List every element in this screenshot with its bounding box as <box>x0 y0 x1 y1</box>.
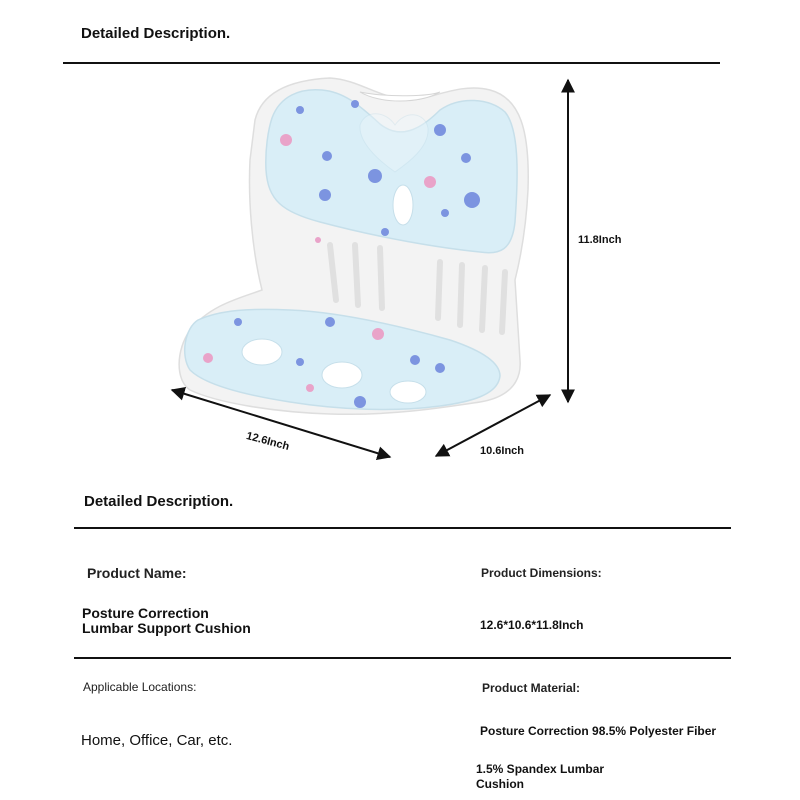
dimensions-value: 12.6*10.6*11.8Inch <box>480 618 584 632</box>
depth-label: 10.6Inch <box>480 445 525 457</box>
divider-details <box>74 657 731 659</box>
product-name-line-1: Posture Correction <box>82 605 209 621</box>
material-value-2-line-2: Cushion <box>476 777 524 791</box>
product-name-line-2: Lumbar Support Cushion <box>82 620 251 636</box>
section-heading-top: Detailed Description. <box>81 25 231 42</box>
height-label: 11.8Inch <box>578 234 622 246</box>
product-illustration <box>0 60 800 480</box>
material-value-2 <box>476 762 604 792</box>
material-value-2-line-1: 1.5% Spandex Lumbar <box>476 762 605 776</box>
material-label: Product Material: <box>482 681 581 695</box>
material-value-1: Posture Correction 98.5% Polyester Fiber <box>480 724 717 738</box>
locations-label: Applicable Locations: <box>83 680 197 694</box>
divider-bottom <box>74 527 731 529</box>
width-label: 12.6Inch <box>244 430 291 453</box>
section-heading-bottom: Detailed Description. <box>84 493 234 510</box>
dimensions-label: Product Dimensions: <box>481 566 602 580</box>
product-name-value <box>82 606 251 636</box>
locations-value: Home, Office, Car, etc. <box>81 732 233 749</box>
product-name-label: Product Name: <box>87 565 187 581</box>
